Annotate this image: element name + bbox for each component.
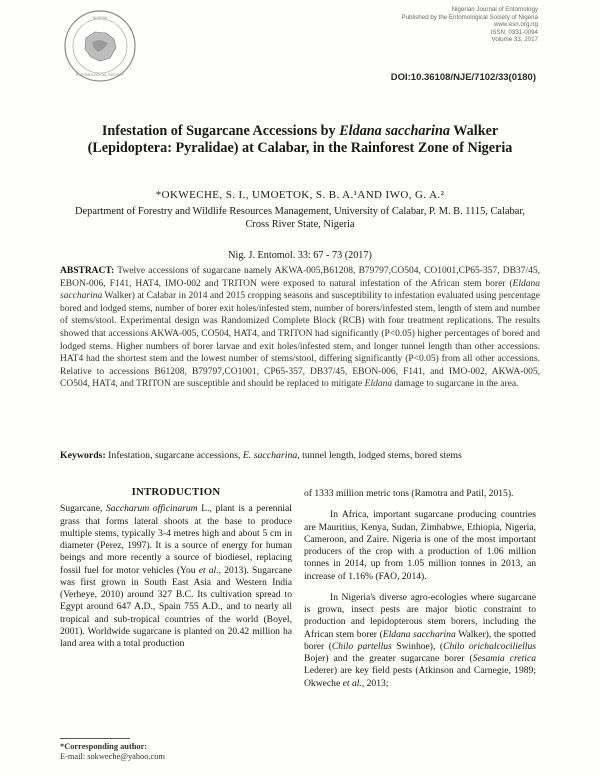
title-text: Infestation of Sugarcane Accessions by: [101, 123, 340, 139]
section-heading: INTRODUCTION: [131, 486, 221, 498]
right-column: [304, 488, 536, 699]
footnote-divider: [60, 738, 130, 739]
text: Sugarcane,: [60, 503, 106, 515]
title-species: Eldana saccharina: [339, 123, 450, 139]
keywords-text: Infestation, sugarcane accessions,: [105, 450, 243, 461]
species: Eldana saccharina: [382, 628, 456, 640]
keywords-text: , tunnel length, lodged stems, bored stems: [297, 450, 462, 461]
abstract-species: Eldana: [364, 379, 393, 390]
keywords: [60, 450, 540, 462]
intro-paragraph: [60, 503, 292, 650]
et-al: et al.: [198, 564, 219, 576]
svg-text:ENTOMOLOGICAL SOCIETY: ENTOMOLOGICAL SOCIETY: [76, 73, 124, 77]
article-title: [60, 123, 540, 157]
intro-paragraph: [304, 592, 536, 690]
abstract-label: ABSTRACT:: [60, 266, 115, 276]
svg-text:NIGERIA: NIGERIA: [92, 16, 108, 20]
affiliation: Department of Forestry and Wildlife Resources Management, University of Calabar, P. M. B. 1115, Calabar, Cross River State, Nigeria: [75, 206, 525, 230]
keywords-species: E. saccharina: [242, 450, 298, 461]
title-text: Walker (Lepidoptera: Pyralidae) at Calabar, in the Rainforest Zone of Nigeria: [87, 123, 513, 156]
species: Saccharum officinarum: [106, 503, 198, 515]
abstract-text: Twelve accessions of sugarcane namely AKWA-005,B61208, B79797,CO504, CO1001,CP65-357, DB37/45, EBON-006, F141, HAT4, IMO-002 and TRITON were exposed to natural infestation of the African stem borer (: [60, 266, 540, 289]
text: L., plant is a perennial grass that forms lateral shoots at the base to produce multiple stems, typically 3-4 metres high and about 5 cm in diameter (Perez, 1997). It is a source of energy for human beings and more recently a source of biodiesel, replacing fossil fuel for motor vehicles (You: [60, 503, 292, 576]
keywords-label: Keywords:: [60, 450, 106, 461]
journal-line: Volume 33, 2017: [491, 36, 538, 44]
et-al: et al.: [342, 677, 362, 689]
journal-info: [298, 6, 538, 44]
abstract: [60, 265, 540, 391]
text: Swinhoe), (: [391, 640, 444, 652]
intro-paragraph: of 1333 million metric tons (Ramotra and Patil, 2015).: [304, 488, 514, 499]
abstract-text: damage to sugarcane in the area.: [392, 379, 519, 390]
doi: DOI:10.36108/NJE/7102/33(0180): [390, 72, 536, 83]
corresponding-author-label: *Corresponding author:: [60, 742, 148, 751]
text: , 2013). Sugarcane was first grown in South East Asia and Western India (Verheye, 2010) around 327 B.C. Its cultivation spread to Egypt around 647 A.D., Spain 755 A.D., and to nearly all tropical and sub-tropical countries of the world (Boyel, 2001). Worldwide sugarcane is planted on 20.42 million ha land area with a total production: [60, 564, 292, 649]
species: Sesamia cretica: [472, 653, 537, 664]
journal-line: Nigerian Journal of Entomology: [451, 6, 538, 13]
journal-line: ISSN: 0331-0094: [490, 28, 538, 36]
left-column: [60, 488, 292, 659]
species: Chilo partellus: [331, 640, 392, 652]
text: , 2013;: [361, 677, 389, 689]
footnote: [60, 738, 292, 762]
text: Walker), the spotted borer (: [304, 628, 536, 652]
text: In Nigeria's diverse agro-ecologies where sugarcane is grown, insect pests are major biotic constraint to production and lepidopterous stem borers, including the African stem borer (: [304, 591, 536, 640]
text: Bojer) and the greater sugarcane borer (: [304, 653, 473, 664]
society-seal-icon: [62, 8, 138, 84]
abstract-text: Walker) at Calabar in 2014 and 2015 cropping seasons and susceptibility to infestation evaluated using percentage bored and lodged stems, number of borer exit holes/infested stem, number of borers/infested stem, length of stem and number of stems/stool. Experimental design was Randomized Complete Block (RCB) with four treatment replications. The results showed that accessions AKWA-005, CO504, HAT4, and TRITON had significantly (P<0.05) higher percentages of bored and lodged stems. Higher numbers of borer larvae and exit holes/infested stem, and longer tunnel length than other accessions. HAT4 had the shortest stem and the lowest number of stems/stool, differing significantly (P<0.05) from all other accessions. Relative to accessions B61208, B79797,CO1001, CP65-357, DB37/45, EBON-006, F141, and IMO-002, AKWA-005, CO504, HAT4, and TRITON are susceptible and should be replaced to mitigate: [60, 291, 540, 390]
journal-line: www.esn.org.ng: [493, 21, 538, 29]
text: Lederer) are key field pests (Atkinson and Carnegie, 1989; Okweche: [304, 665, 536, 689]
journal-line: Published by the Entomological Society of Nigeria: [401, 13, 538, 21]
authors: *OKWECHE, S. I., UMOETOK, S. B. A.¹AND IWO, G. A.²: [155, 189, 445, 201]
species: Chilo orichalcociliellus: [443, 640, 536, 652]
abstract-species: Eldana saccharina: [60, 278, 540, 302]
citation: Nig. J. Entomol. 33: 67 - 73 (2017): [228, 250, 372, 261]
intro-paragraph: In Africa, important sugarcane producing countries are Mauritius, Kenya, Sudan, Zimbabwe, Ethiopia, Nigeria, Cameroon, and Zaire. Nigeria is one of the most important producers of the crop with a production of 1.06 million tonnes in 2014, up from 1.05 million tonnes in 2013, an increase of 1.16% (FAO, 2014).: [304, 509, 536, 582]
corresponding-email[interactable]: E-mail: sokweche@yahoo.com: [60, 752, 165, 761]
